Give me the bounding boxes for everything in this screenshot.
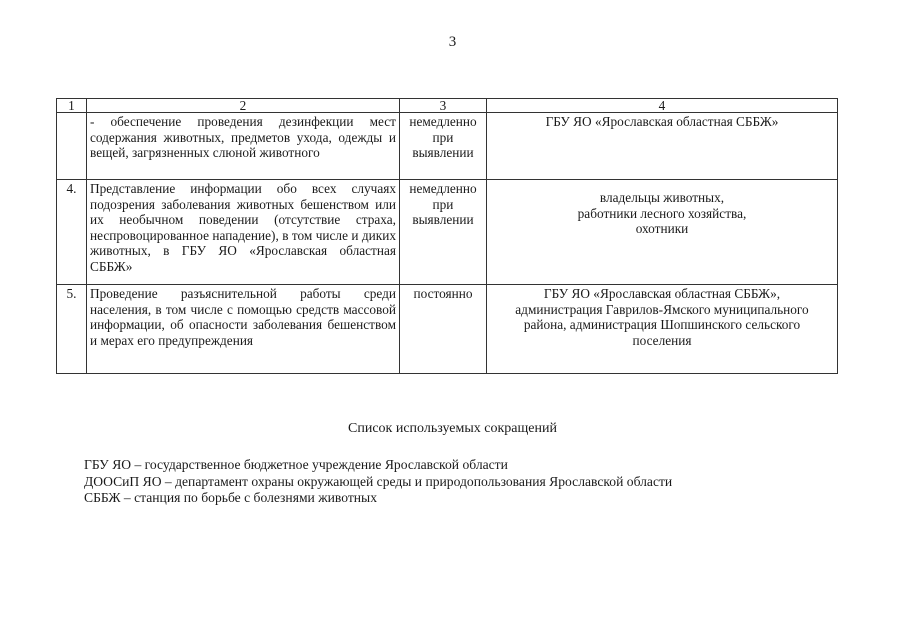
page-number: 3 — [448, 34, 457, 50]
abbreviations-title: Список используемых сокращений — [348, 421, 557, 436]
measure-text: Представление информации обо всех случаях подозрения заболевания животных бешенством или их необычном поведении (отсутствие страха, неспровоцированное нападение), в том числе и диких животных, в ГБУ ЯО «Ярославская областная СББЖ» — [87, 180, 400, 285]
term-cell — [400, 285, 487, 374]
term-line: постоянно — [413, 286, 473, 301]
header-col-4: 4 — [487, 99, 838, 113]
term-line: при — [432, 196, 454, 212]
term-line: при — [432, 129, 454, 145]
abbreviations-list — [84, 457, 672, 507]
responsible-line: поселения — [632, 332, 692, 348]
responsible-line: работники лесного хозяйства, — [577, 205, 747, 221]
term-line: немедленно — [409, 114, 477, 129]
abbreviation-item: ГБУ ЯО – государственное бюджетное учреждение Ярославской области — [84, 457, 508, 472]
term-cell — [400, 113, 487, 180]
table-row — [57, 113, 838, 180]
table-row — [57, 285, 838, 374]
responsible-block — [490, 181, 834, 237]
responsible-line: района, администрация Шопшинского сельского — [523, 317, 801, 333]
responsible-line: ГБУ ЯО «Ярославская областная СББЖ», — [543, 286, 781, 301]
row-number — [57, 113, 87, 180]
measures-table — [56, 98, 838, 374]
responsible-line: охотники — [635, 221, 689, 237]
measure-text: Проведение разъяснительной работы среди населения, в том числе с помощью средств массовой информации, об опасности заболевания бешенством и мерах его предупреждения — [87, 285, 400, 374]
term-line: немедленно — [409, 181, 477, 196]
responsible-line: администрация Гаврилов-Ямского муниципального — [515, 301, 809, 317]
responsible-cell — [487, 285, 838, 374]
term-line: выявлении — [412, 212, 474, 228]
abbreviation-item: ДООСиП ЯО – департамент охраны окружающей среды и природопользования Ярославской области — [84, 473, 673, 489]
term-line: выявлении — [412, 145, 474, 161]
header-col-3: 3 — [400, 99, 487, 113]
header-col-1: 1 — [57, 99, 87, 113]
responsible-cell — [487, 180, 838, 285]
term-cell — [400, 180, 487, 285]
measure-text: - обеспечение проведения дезинфекции мест содержания животных, предметов ухода, одежды и вещей, загрязненных слюной животного — [87, 113, 400, 180]
responsible-line: владельцы животных, — [599, 190, 725, 205]
table-row — [57, 180, 838, 285]
abbreviation-item: СББЖ – станция по борьбе с болезнями животных — [84, 490, 377, 505]
row-number: 4. — [57, 180, 87, 285]
row-number: 5. — [57, 285, 87, 374]
responsible-line: ГБУ ЯО «Ярославская областная СББЖ» — [545, 114, 779, 129]
responsible-cell — [487, 113, 838, 180]
header-col-2: 2 — [87, 99, 400, 113]
table-header-row — [57, 99, 838, 113]
